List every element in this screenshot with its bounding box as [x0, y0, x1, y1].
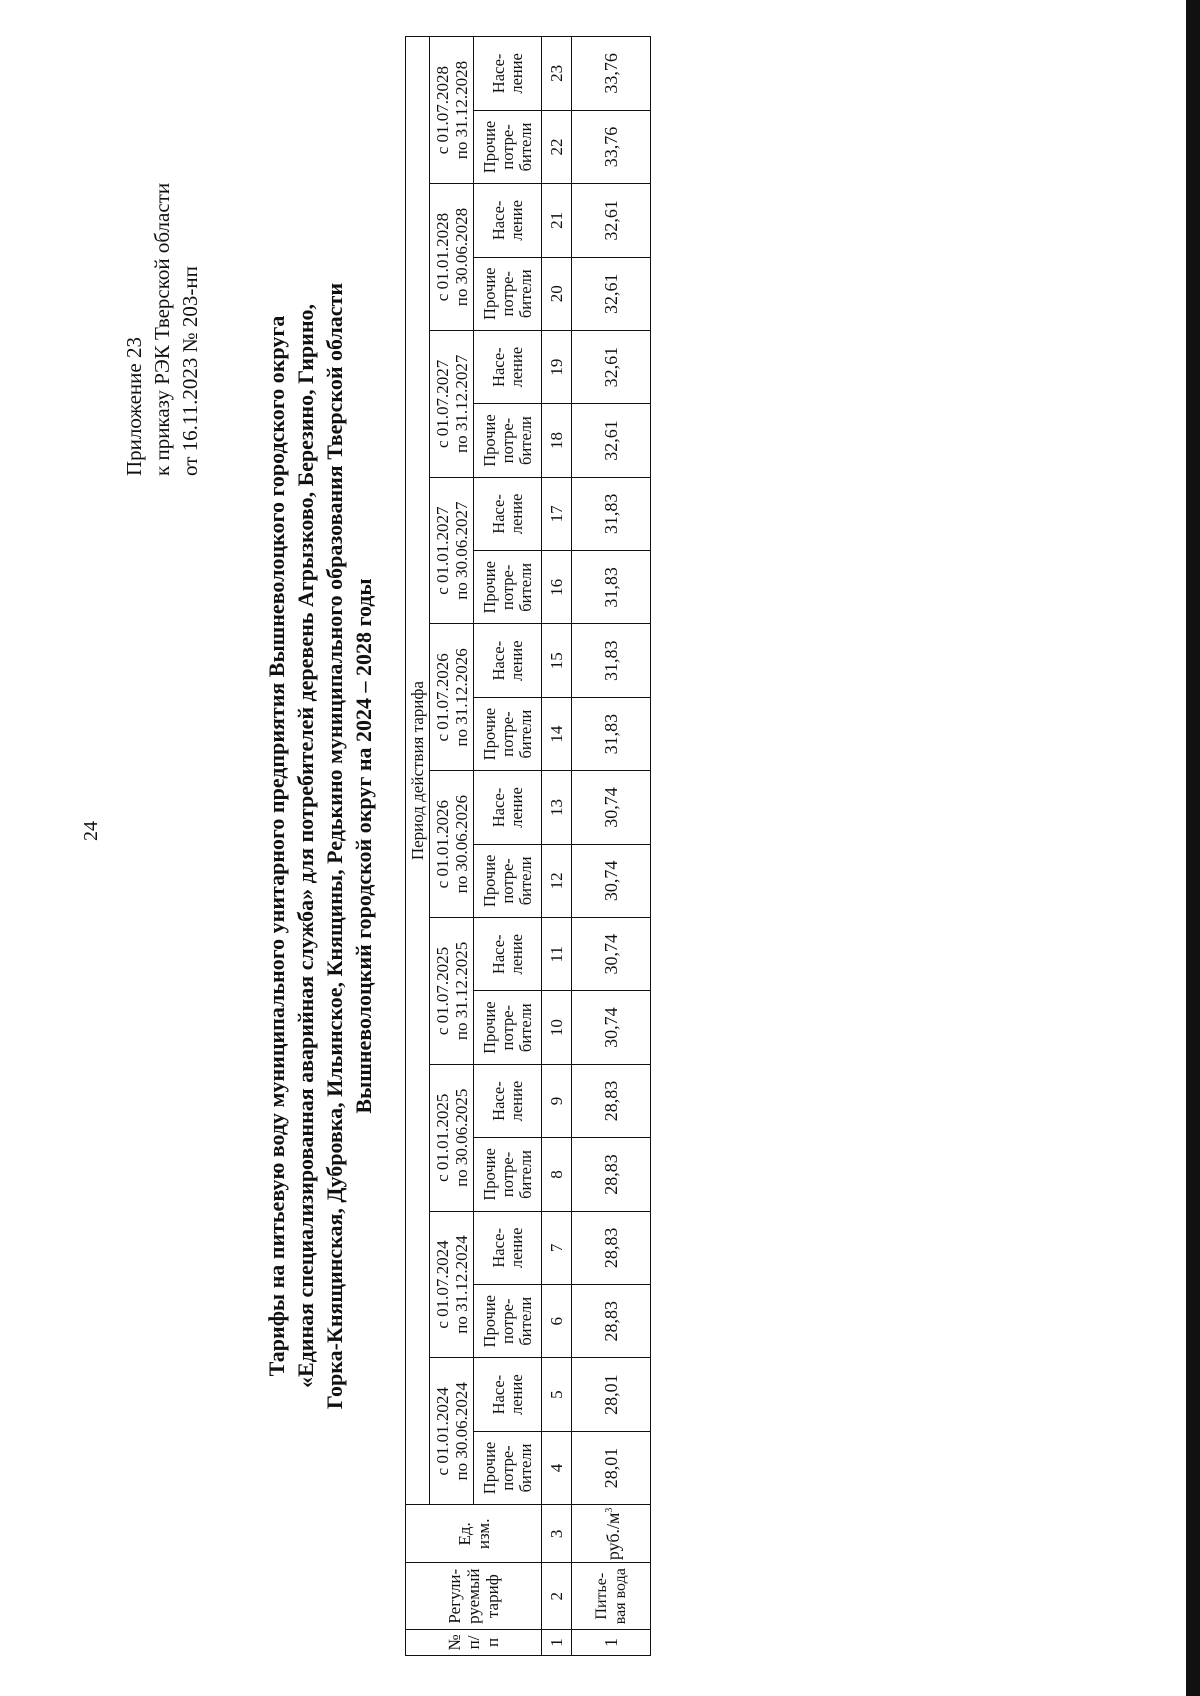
period-to: по 31.12.2025 — [451, 941, 471, 1041]
column-number: 23 — [542, 37, 572, 111]
header-other-consumers: Прочие потре-бители — [474, 1285, 542, 1358]
column-number: 5 — [542, 1358, 572, 1431]
header-population: Насе-ление — [474, 184, 542, 257]
header-population: Насе-ление — [474, 1064, 542, 1137]
column-number: 15 — [542, 624, 572, 697]
column-number: 3 — [542, 1505, 572, 1563]
period-to: по 30.06.2025 — [451, 1088, 471, 1187]
header-population: Насе-ление — [474, 37, 542, 111]
header-other-consumers: Прочие потре-бители — [474, 991, 542, 1064]
header-other-consumers: Прочие потре-бители — [474, 844, 542, 917]
period-from: с 01.07.2028 — [432, 65, 452, 155]
period-to: по 31.12.2028 — [451, 60, 471, 160]
period-dates — [430, 1358, 474, 1505]
column-number: 13 — [542, 771, 572, 844]
period-from: с 01.01.2026 — [432, 800, 452, 889]
column-number: 11 — [542, 918, 572, 991]
period-dates — [430, 1211, 474, 1358]
tariff-value: 32,61 — [572, 404, 651, 477]
header-other-consumers: Прочие потре-бители — [474, 1138, 542, 1211]
tariff-value: 31,83 — [572, 551, 651, 624]
period-to: по 30.06.2026 — [451, 795, 471, 894]
column-number: 18 — [542, 404, 572, 477]
tariff-value: 30,74 — [572, 771, 651, 844]
tariff-value: 32,61 — [572, 184, 651, 257]
tariff-value: 31,83 — [572, 477, 651, 550]
header-other-consumers: Прочие потре-бители — [474, 697, 542, 770]
tariff-value: 28,83 — [572, 1211, 651, 1284]
header-period: Период действия тарифа — [406, 37, 430, 1505]
tariff-value: 28,83 — [572, 1138, 651, 1211]
period-from: с 01.07.2025 — [432, 946, 452, 1036]
period-to: по 30.06.2027 — [451, 501, 471, 600]
column-number: 19 — [542, 330, 572, 403]
title-line: Вышневолоцкий городской округ на 2024 – 2028 годы — [351, 578, 376, 1114]
column-number: 16 — [542, 551, 572, 624]
period-dates — [430, 918, 474, 1065]
header-other-consumers: Прочие потре-бители — [474, 110, 542, 183]
period-to: по 30.06.2028 — [451, 207, 471, 307]
period-dates — [430, 1064, 474, 1211]
column-number: 9 — [542, 1064, 572, 1137]
period-dates — [430, 477, 474, 624]
period-dates — [430, 37, 474, 184]
unit-superscript: 3 — [603, 1507, 615, 1513]
tariff-table — [405, 36, 651, 1656]
header-population: Насе-ление — [474, 330, 542, 403]
tariff-value: 30,74 — [572, 991, 651, 1064]
header-population: Насе-ление — [474, 624, 542, 697]
unit-text: руб./м — [602, 1512, 623, 1561]
page-number: 24 — [80, 821, 102, 841]
row-unit — [572, 1505, 651, 1563]
period-dates — [430, 184, 474, 331]
period-from: с 01.01.2024 — [432, 1387, 452, 1476]
column-number: 10 — [542, 991, 572, 1064]
approval-line: к приказу РЭК Тверской области — [150, 182, 174, 476]
column-number: 1 — [542, 1629, 572, 1655]
tariff-value: 28,83 — [572, 1285, 651, 1358]
column-number: 2 — [542, 1563, 572, 1629]
approval-line: Приложение 23 — [122, 337, 146, 476]
header-tariff: Регули-руемый тариф — [406, 1563, 542, 1629]
column-number: 22 — [542, 110, 572, 183]
tariff-value: 32,61 — [572, 330, 651, 403]
title-line: Горка-Княщинская, Дубровка, Ильинское, Княщины, Редькино муниципального образования Тверской области — [322, 282, 347, 1410]
period-dates — [430, 330, 474, 477]
header-other-consumers: Прочие потре-бители — [474, 1431, 542, 1504]
period-to: по 31.12.2024 — [451, 1235, 471, 1334]
column-number: 6 — [542, 1285, 572, 1358]
period-from: с 01.07.2027 — [432, 359, 452, 448]
title-line: Тарифы на питьевую воду муниципального унитарного предприятия Вышневолоцкого городского округа — [264, 315, 289, 1377]
period-from: с 01.07.2024 — [432, 1240, 452, 1329]
approval-block — [120, 76, 204, 476]
tariff-value: 28,01 — [572, 1431, 651, 1504]
tariff-value: 30,74 — [572, 844, 651, 917]
period-dates — [430, 624, 474, 771]
column-number: 7 — [542, 1211, 572, 1284]
header-other-consumers: Прочие потре-бители — [474, 257, 542, 330]
column-number: 14 — [542, 697, 572, 770]
header-population: Насе-ление — [474, 918, 542, 991]
period-from: с 01.01.2027 — [432, 506, 452, 595]
tariff-value: 33,76 — [572, 37, 651, 111]
period-dates — [430, 771, 474, 918]
approval-line: от 16.11.2023 № 203-нп — [178, 266, 202, 476]
tariff-value: 30,74 — [572, 918, 651, 991]
header-population: Насе-ление — [474, 1358, 542, 1431]
tariff-value: 28,83 — [572, 1064, 651, 1137]
header-population: Насе-ление — [474, 771, 542, 844]
document-title — [262, 116, 378, 1576]
row-tariff: Питье-вая вода — [572, 1563, 651, 1629]
period-to: по 31.12.2027 — [451, 354, 471, 454]
title-line: «Единая специализированная аварийная служба» для потребителей деревень Агрызково, Березино, Гирино, — [293, 303, 318, 1389]
column-number: 17 — [542, 477, 572, 550]
tariff-value: 32,61 — [572, 257, 651, 330]
period-from: с 01.01.2028 — [432, 212, 452, 302]
header-population: Насе-ление — [474, 477, 542, 550]
period-to: по 30.06.2024 — [451, 1382, 471, 1481]
period-to: по 31.12.2026 — [451, 648, 471, 747]
header-other-consumers: Прочие потре-бители — [474, 551, 542, 624]
column-number: 4 — [542, 1431, 572, 1504]
column-number: 21 — [542, 184, 572, 257]
tariff-value: 28,01 — [572, 1358, 651, 1431]
header-other-consumers: Прочие потре-бители — [474, 404, 542, 477]
row-number: 1 — [572, 1629, 651, 1655]
column-number: 20 — [542, 257, 572, 330]
period-from: с 01.07.2026 — [432, 653, 452, 742]
column-number: 12 — [542, 844, 572, 917]
column-number: 8 — [542, 1138, 572, 1211]
tariff-value: 31,83 — [572, 624, 651, 697]
header-unit: Ед. изм. — [406, 1505, 542, 1563]
header-population: Насе-ление — [474, 1211, 542, 1284]
tariff-value: 31,83 — [572, 697, 651, 770]
header-number: № п/п — [406, 1629, 542, 1655]
table-row — [572, 37, 651, 1656]
period-from: с 01.01.2025 — [432, 1093, 452, 1182]
tariff-value: 33,76 — [572, 110, 651, 183]
